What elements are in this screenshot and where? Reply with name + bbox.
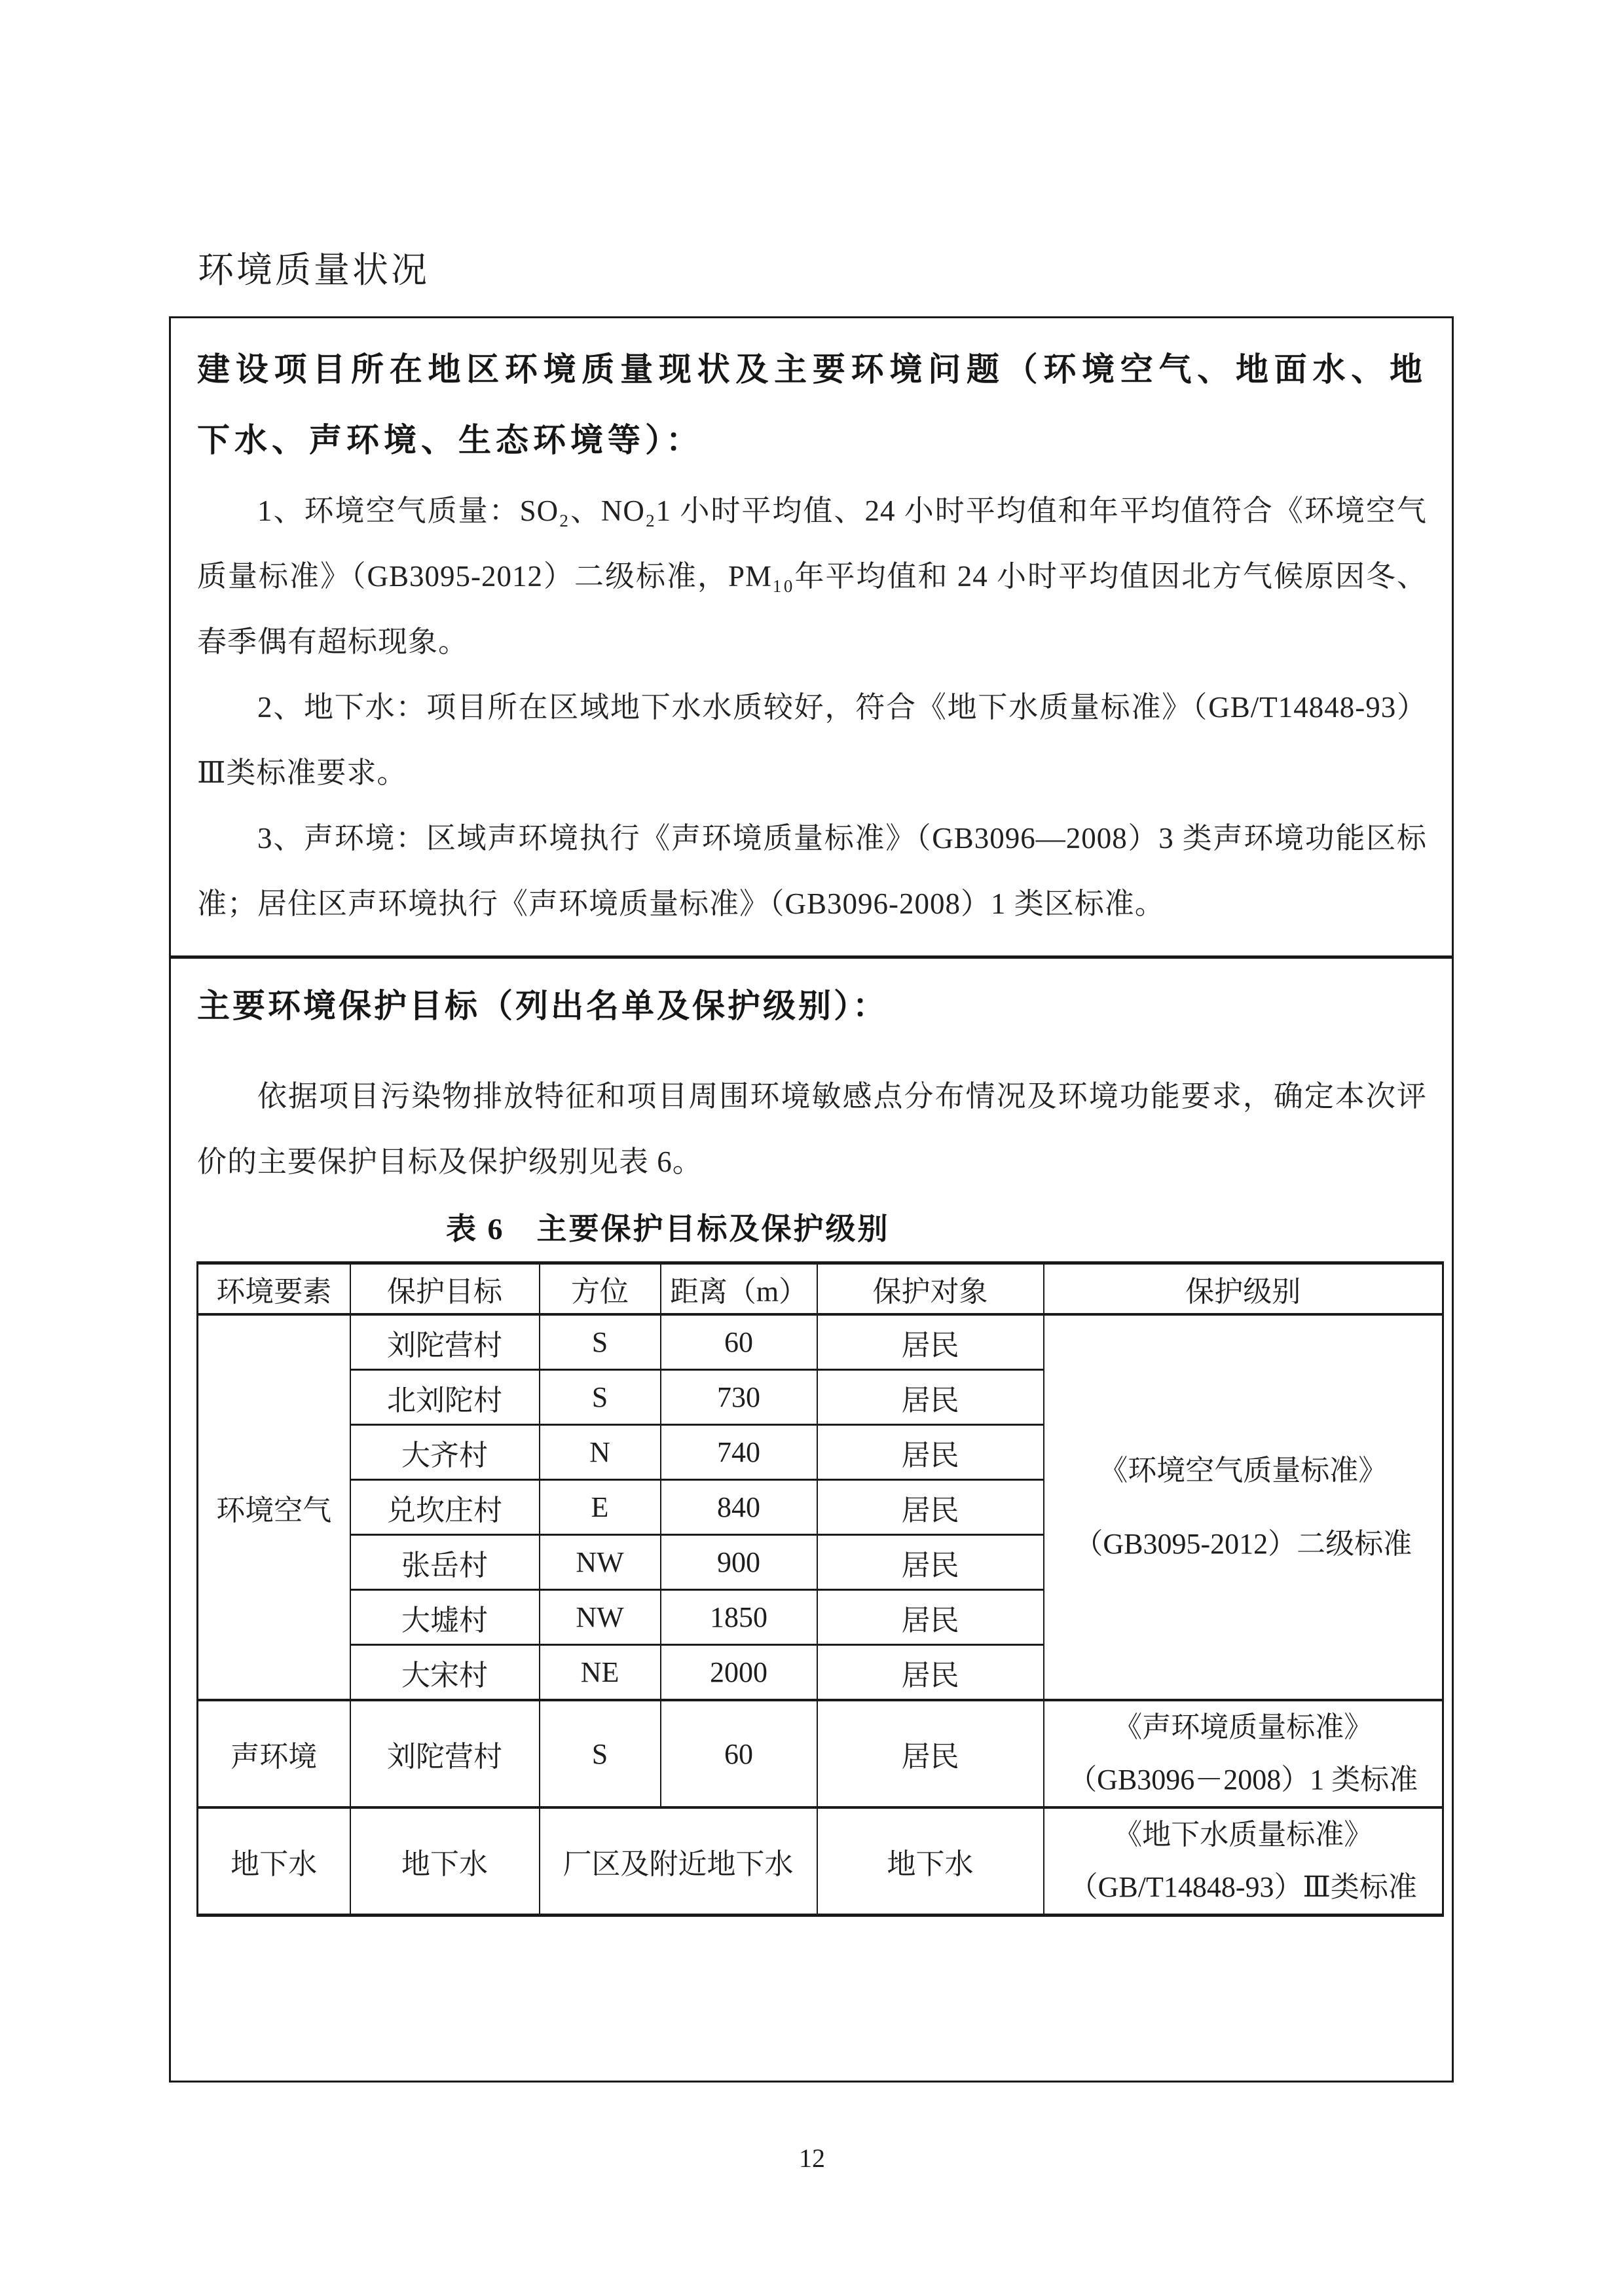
cell-element-air: 环境空气 (198, 1314, 350, 1700)
header-cell-element: 环境要素 (198, 1263, 350, 1315)
cell-object: 居民 (817, 1645, 1044, 1701)
section1-body (197, 478, 1427, 936)
cell-direction: N (540, 1425, 661, 1480)
cell-direction: NW (540, 1535, 661, 1590)
cell-level-air (1044, 1314, 1443, 1700)
section2-heading: 主要环境保护目标（列出名单及保护级别）： (197, 988, 888, 1024)
paragraph-groundwater: 2、地下水：项目所在区域地下水水质较好，符合《地下水质量标准》（GB/T14848-93）Ⅲ类标准要求。 (197, 691, 1427, 789)
cell-object: 地下水 (817, 1807, 1044, 1916)
header-cell-object: 保护对象 (817, 1263, 1044, 1315)
cell-distance: 740 (661, 1425, 817, 1480)
cell-direction: E (540, 1480, 661, 1535)
cell-target: 大宋村 (350, 1645, 540, 1701)
cell-direction: S (540, 1314, 661, 1370)
paragraph-noise: 3、声环境：区域声环境执行《声环境质量标准》（GB3096—2008）3 类声环境功能区标准；居住区声环境执行《声环境质量标准》（GB3096-2008）1 类区标准。 (197, 822, 1427, 920)
cell-level-groundwater (1044, 1807, 1443, 1916)
cell-direction: S (540, 1370, 661, 1425)
cell-level-noise (1044, 1700, 1443, 1807)
cell-element-noise: 声环境 (198, 1700, 350, 1807)
level-line: （GB/T14848-93）Ⅲ类标准 (1069, 1871, 1417, 1903)
cell-distance: 840 (661, 1480, 817, 1535)
cell-object: 居民 (817, 1480, 1044, 1535)
protection-targets-table (196, 1261, 1444, 1917)
level-line: （GB3096－2008）1 类标准 (1068, 1764, 1418, 1796)
level-line: 《地下水质量标准》 (1113, 1819, 1373, 1851)
cell-object: 居民 (817, 1700, 1044, 1807)
table-caption: 表 6 主要保护目标及保护级别 (446, 1212, 890, 1246)
cell-target: 兑坎庄村 (350, 1480, 540, 1535)
paragraph-air-quality: 1、环境空气质量：SO₂、NO₂1 小时平均值、24 小时平均值和年平均值符合《环境空气质量标准》（GB3095-2012）二级标准，PM₁₀年平均值和 24 小时平均值因北方气候原因冬、春季偶有超标现象。 (197, 494, 1427, 658)
cell-object: 居民 (817, 1370, 1044, 1425)
table-row-noise (198, 1700, 1443, 1807)
cell-element-groundwater: 地下水 (198, 1807, 350, 1916)
cell-distance: 60 (661, 1314, 817, 1370)
cell-target: 北刘陀村 (350, 1370, 540, 1425)
table-header-row (198, 1263, 1443, 1315)
cell-target: 大墟村 (350, 1590, 540, 1645)
cell-location: 厂区及附近地下水 (540, 1807, 817, 1916)
cell-target: 大齐村 (350, 1425, 540, 1480)
table-row (198, 1314, 1443, 1370)
cell-target: 刘陀营村 (350, 1314, 540, 1370)
cell-target: 地下水 (350, 1807, 540, 1916)
page-title: 环境质量状况 (198, 250, 430, 290)
cell-object: 居民 (817, 1590, 1044, 1645)
cell-object: 居民 (817, 1314, 1044, 1370)
content-box (169, 316, 1454, 2083)
cell-object: 居民 (817, 1535, 1044, 1590)
table-row-groundwater (198, 1807, 1443, 1916)
cell-target: 刘陀营村 (350, 1700, 540, 1807)
cell-direction: S (540, 1700, 661, 1807)
header-cell-level: 保护级别 (1044, 1263, 1443, 1315)
cell-direction: NW (540, 1590, 661, 1645)
page-number: 12 (799, 2143, 825, 2173)
cell-target: 张岳村 (350, 1535, 540, 1590)
section2-paragraph: 依据项目污染物排放特征和项目周围环境敏感点分布情况及环境功能要求，确定本次评价的主要保护目标及保护级别见表 6。 (197, 1080, 1427, 1178)
level-line: 《声环境质量标准》 (1113, 1711, 1373, 1743)
section2 (171, 959, 1452, 1917)
header-cell-target: 保护目标 (350, 1263, 540, 1315)
cell-direction: NE (540, 1645, 661, 1701)
level-line: 《环境空气质量标准》 (1099, 1454, 1388, 1487)
cell-distance: 60 (661, 1700, 817, 1807)
cell-object: 居民 (817, 1425, 1044, 1480)
section1-heading: 建设项目所在地区环境质量现状及主要环境问题（环境空气、地面水、地下水、声环境、生态环境等）： (197, 351, 1427, 458)
cell-distance: 730 (661, 1370, 817, 1425)
cell-distance: 900 (661, 1535, 817, 1590)
cell-distance: 2000 (661, 1645, 817, 1701)
header-cell-distance: 距离（m） (661, 1263, 817, 1315)
cell-distance: 1850 (661, 1590, 817, 1645)
header-cell-direction: 方位 (540, 1263, 661, 1315)
level-line: （GB3095-2012）二级标准 (1074, 1527, 1412, 1560)
